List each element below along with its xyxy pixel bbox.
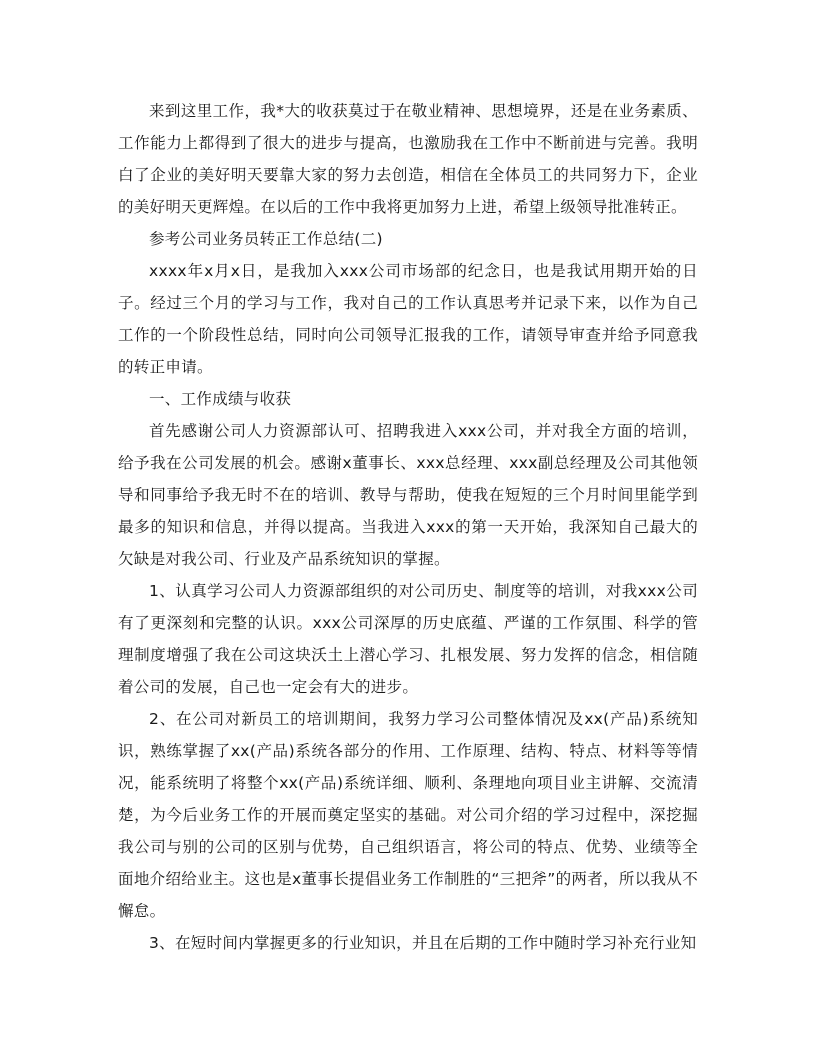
section-heading: 一、工作成绩与收获: [149, 390, 292, 408]
paragraph: 首先感谢公司人力资源部认可、招聘我进入xxx公司，并对我全方面的培训，给予我在公司发展的机会。感谢x董事长、xxx总经理、xxx副总经理及公司其他领导和同事给予我无时不在的培训、教导与帮助，使我在短短的三个月时间里能学到最多的知识和信息，并得以提高。当我进入xxx的第一天开始，我深知自己最大的欠缺是对我公司、行业及产品系统知识的掌握。: [118, 422, 698, 568]
paragraph: 3、在短时间内掌握更多的行业知识，并且在后期的工作中随时学习补充行业知: [149, 934, 697, 952]
document-body: [118, 95, 698, 959]
paragraph: 1、认真学习公司人力资源部组织的对公司历史、制度等的培训，对我xxx公司有了更深刻和完整的认识。xxx公司深厚的历史底蕴、严谨的工作氛围、科学的管理制度增强了我在公司这块沃土上潜心学习、扎根发展、努力发挥的信念，相信随着公司的发展，自己也一定会有大的进步。: [118, 582, 698, 696]
paragraph: 2、在公司对新员工的培训期间，我努力学习公司整体情况及xx(产品)系统知识，熟练掌握了xx(产品)系统各部分的作用、工作原理、结构、特点、材料等等情况，能系统明了将整个xx(产品)系统详细、顺利、条理地向项目业主讲解、交流清楚，为今后业务工作的开展而奠定坚实的基础。对公司介绍的学习过程中，深挖掘我公司与别的公司的区别与优势，自己组织语言，将公司的特点、优势、业绩等全面地介绍给业主。这也是x董事长提倡业务工作制胜的“三把斧”的两者，所以我从不懈怠。: [118, 710, 698, 920]
section-heading: 参考公司业务员转正工作总结(二): [149, 230, 383, 248]
paragraph: 来到这里工作，我*大的收获莫过于在敬业精神、思想境界，还是在业务素质、工作能力上都得到了很大的进步与提高，也激励我在工作中不断前进与完善。我明白了企业的美好明天要靠大家的努力去创造，相信在全体员工的共同努力下，企业的美好明天更辉煌。在以后的工作中我将更加努力上进，希望上级领导批准转正。: [118, 102, 698, 216]
paragraph: xxxx年x月x日，是我加入xxx公司市场部的纪念日，也是我试用期开始的日子。经过三个月的学习与工作，我对自己的工作认真思考并记录下来，以作为自己工作的一个阶段性总结，同时向公司领导汇报我的工作，请领导审查并给予同意我的转正申请。: [118, 262, 698, 376]
